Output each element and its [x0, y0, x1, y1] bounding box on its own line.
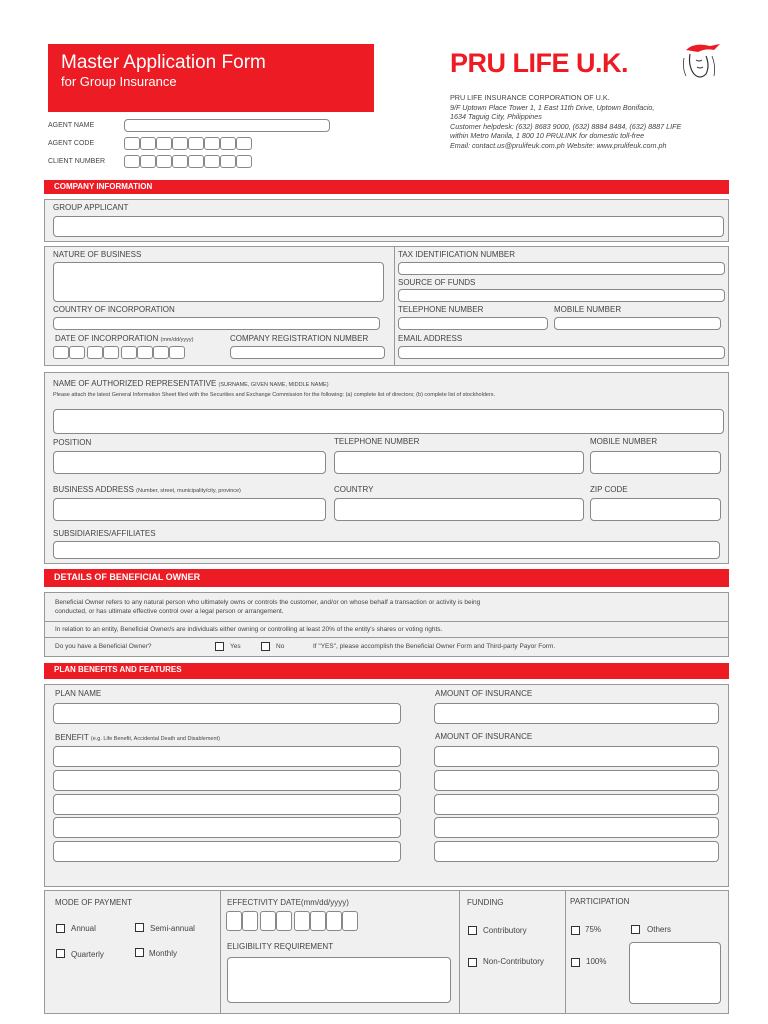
benefit-amount-field-2[interactable] — [434, 770, 719, 791]
agent-name-label: AGENT NAME — [48, 122, 95, 129]
nature-of-business-field[interactable] — [53, 262, 384, 302]
mode-of-payment-label: MODE OF PAYMENT — [55, 898, 133, 907]
plan-benefits-panel — [44, 684, 729, 887]
eligibility-field[interactable] — [227, 957, 451, 1003]
form-title: Master Application Form — [61, 52, 266, 73]
rep-mobile-field[interactable] — [590, 451, 721, 474]
effectivity-date-label: EFFECTIVITY DATE(mm/dd/yyyy) — [227, 898, 349, 907]
company-contact: Email: contact.us@prulifeuk.com.ph Website: www.prulifeuk.com.ph — [450, 140, 667, 150]
tin-label: TAX IDENTIFICATION NUMBER — [398, 250, 516, 259]
position-label: POSITION — [53, 438, 92, 447]
rep-telephone-field[interactable] — [334, 451, 584, 474]
monthly-label: Monthly — [149, 949, 178, 958]
company-mobile-field[interactable] — [554, 317, 721, 330]
benefit-amount-label: AMOUNT OF INSURANCE — [435, 732, 533, 741]
zip-code-field[interactable] — [590, 498, 721, 521]
payment-panel — [44, 890, 729, 1014]
pru-logo-text: PRU LIFE U.K. — [450, 48, 629, 78]
contributory-checkbox[interactable] — [468, 926, 477, 935]
plan-amount-label: AMOUNT OF INSURANCE — [435, 689, 533, 698]
representative-name-label: NAME OF AUTHORIZED REPRESENTATIVE (SURNAME, GIVEN NAME, MIDDLE NAME) — [53, 379, 329, 388]
benefit-amount-field-4[interactable] — [434, 817, 719, 838]
plan-benefits-section-bar: PLAN BENEFITS AND FEATURES — [44, 663, 729, 679]
participation-100-label: 100% — [586, 957, 607, 966]
form-title-banner — [48, 44, 374, 112]
lion-head-icon — [676, 40, 724, 82]
divider — [565, 891, 566, 1013]
company-email-label: EMAIL ADDRESS — [398, 334, 463, 343]
divider — [45, 621, 728, 622]
plan-amount-field[interactable] — [434, 703, 719, 724]
beneficial-owner-panel — [44, 592, 729, 657]
rep-mobile-label: MOBILE NUMBER — [590, 437, 658, 446]
nature-of-business-label: NATURE OF BUSINESS — [53, 250, 142, 259]
beneficial-definition-line2: conducted, or has ultimate effective control over a legal person or arrangement. — [55, 608, 284, 615]
company-address-line2: 1634 Taguig City, Philippines — [450, 112, 542, 121]
semi-annual-label: Semi-annual — [150, 924, 195, 933]
divider — [394, 247, 395, 365]
effectivity-date-cells[interactable] — [226, 911, 358, 931]
beneficial-no-checkbox[interactable] — [261, 642, 270, 651]
country-of-incorporation-label: COUNTRY OF INCORPORATION — [53, 305, 175, 314]
participation-label: PARTICIPATION — [570, 897, 630, 906]
group-applicant-field[interactable] — [53, 216, 724, 237]
beneficial-entity-note: In relation to an entity, Beneficial Owner/s are individuals either owning or controlling at least 20% of the entity's shares or voting rights. — [55, 626, 443, 633]
semi-annual-checkbox[interactable] — [135, 923, 144, 932]
company-telephone-label: TELEPHONE NUMBER — [398, 305, 484, 314]
company-details — [450, 93, 740, 150]
divider — [45, 637, 728, 638]
zip-code-label: ZIP CODE — [590, 485, 628, 494]
participation-75-checkbox[interactable] — [571, 926, 580, 935]
representative-note: Please attach the latest General Information Sheet filed with the Securities and Exchange Commission for the following: (a) complete list of directors; (b) complete list of stockholders. — [53, 392, 496, 398]
subsidiaries-label: SUBSIDIARIES/AFFILIATES — [53, 529, 156, 538]
divider — [220, 891, 221, 1013]
beneficial-yes-checkbox[interactable] — [215, 642, 224, 651]
quarterly-label: Quarterly — [71, 950, 104, 959]
form-subtitle: for Group Insurance — [61, 74, 177, 89]
benefit-field-2[interactable] — [53, 770, 401, 791]
beneficial-if-yes-note: If "YES", please accomplish the Beneficial Owner Form and Third-party Payor Form. — [313, 643, 556, 650]
benefit-field-4[interactable] — [53, 817, 401, 838]
representative-panel — [44, 372, 729, 564]
benefit-field-5[interactable] — [53, 841, 401, 862]
annual-label: Annual — [71, 924, 96, 933]
business-address-field[interactable] — [53, 498, 326, 521]
country-label: COUNTRY — [334, 485, 374, 494]
company-registration-label: COMPANY REGISTRATION NUMBER — [230, 334, 369, 343]
company-details-panel — [44, 246, 729, 366]
funding-label: FUNDING — [467, 898, 504, 907]
participation-75-label: 75% — [585, 925, 602, 934]
company-name: PRU LIFE INSURANCE CORPORATION OF U.K. — [450, 93, 610, 102]
source-of-funds-field[interactable] — [398, 289, 725, 302]
annual-checkbox[interactable] — [56, 924, 65, 933]
benefit-label: BENEFIT (e.g. Life Benefit, Accidental Death and Disablement) — [55, 733, 220, 742]
participation-100-checkbox[interactable] — [571, 958, 580, 967]
client-number-label: CLIENT NUMBER — [48, 158, 106, 165]
eligibility-label: ELIGIBILITY REQUIREMENT — [227, 942, 334, 951]
plan-name-field[interactable] — [53, 703, 401, 724]
quarterly-checkbox[interactable] — [56, 949, 65, 958]
non-contributory-checkbox[interactable] — [468, 958, 477, 967]
source-of-funds-label: SOURCE OF FUNDS — [398, 278, 476, 287]
others-field[interactable] — [629, 942, 721, 1004]
client-number-cells[interactable] — [124, 155, 252, 168]
country-of-incorporation-field[interactable] — [53, 317, 380, 330]
company-address-line1: 9/F Uptown Place Tower 1, 1 East 11th Drive, Uptown Bonifacio, — [450, 102, 655, 112]
benefit-field-1[interactable] — [53, 746, 401, 767]
date-of-incorporation-label: DATE OF INCORPORATION (mm/dd/yyyy) — [55, 334, 194, 343]
country-field[interactable] — [334, 498, 584, 521]
company-tollfree: within Metro Manila, 1 800 10 PRULINK for domestic toll-free — [450, 131, 645, 140]
company-email-field[interactable] — [398, 346, 725, 359]
tin-field[interactable] — [398, 262, 725, 275]
monthly-checkbox[interactable] — [135, 948, 144, 957]
business-address-label: BUSINESS ADDRESS (Number, street, municipality/city, province) — [53, 485, 241, 494]
date-of-incorporation-cells[interactable] — [53, 346, 185, 359]
agent-code-cells[interactable] — [124, 137, 252, 150]
benefit-field-3[interactable] — [53, 794, 401, 815]
beneficial-yes-label: Yes — [230, 643, 241, 650]
representative-name-field[interactable] — [53, 409, 724, 434]
beneficial-no-label: No — [276, 643, 285, 650]
benefit-amount-field-1[interactable] — [434, 746, 719, 767]
company-info-section-bar: COMPANY INFORMATION — [44, 180, 729, 194]
divider — [459, 891, 460, 1013]
subsidiaries-field[interactable] — [53, 541, 720, 559]
company-helpdesk: Customer helpdesk: (632) 8683 9000, (632) 8884 8484, (632) 8887 LIFE — [450, 121, 682, 131]
rep-telephone-label: TELEPHONE NUMBER — [334, 437, 420, 446]
beneficial-owner-section-bar: DETAILS OF BENEFICIAL OWNER — [44, 569, 729, 587]
plan-name-label: PLAN NAME — [55, 689, 102, 698]
company-telephone-field[interactable] — [398, 317, 548, 330]
group-applicant-label: GROUP APPLICANT — [53, 203, 129, 212]
agent-name-field[interactable] — [124, 119, 330, 132]
others-checkbox[interactable] — [631, 925, 640, 934]
non-contributory-label: Non-Contributory — [483, 957, 544, 966]
beneficial-question: Do you have a Beneficial Owner? — [55, 643, 152, 650]
others-label: Others — [647, 925, 672, 934]
agent-code-label: AGENT CODE — [48, 140, 95, 147]
group-applicant-panel — [44, 199, 729, 242]
contributory-label: Contributory — [483, 926, 527, 935]
benefit-amount-field-3[interactable] — [434, 794, 719, 815]
benefit-amount-field-5[interactable] — [434, 841, 719, 862]
beneficial-definition-line1: Beneficial Owner refers to any natural person who ultimately owns or controls the customer, and/or on whose behalf a transaction or activity is being — [55, 599, 481, 606]
company-registration-field[interactable] — [230, 346, 385, 359]
company-mobile-label: MOBILE NUMBER — [554, 305, 622, 314]
position-field[interactable] — [53, 451, 326, 474]
